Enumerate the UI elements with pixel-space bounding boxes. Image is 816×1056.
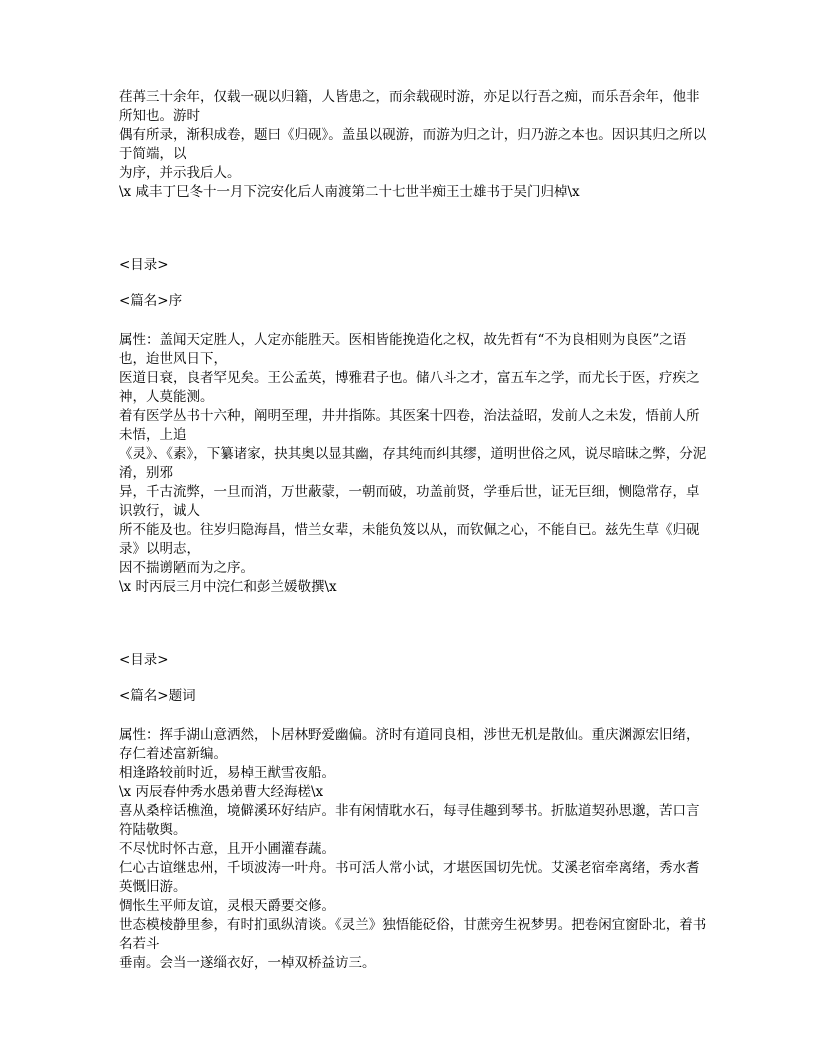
pianming-tag: <篇名>题词 [119, 688, 196, 704]
section-preface [119, 256, 709, 597]
text-line: 所不能及也。往岁归隐海昌，惜兰女辈，未能负笈以从，而钦佩之心，不能自已。兹先生草《归砚录》以明志， [119, 522, 700, 557]
text-line: 垂南。会当一遂缁衣好，一棹双桥益访三。 [119, 955, 376, 971]
document-page [119, 88, 709, 973]
text-line: 偶有所录，渐积成卷，题曰《归砚》。盖虽以砚游，而游为归之计，归乃游之本也。因识其归之所以于简端，以 [119, 127, 707, 162]
mulu-tag: <目录> [119, 652, 169, 668]
text-line: 属性：盖闻天定胜人，人定亦能胜天。医相皆能挽造化之权，故先哲有“不为良相则为良医”之语也，迨世风日下， [119, 332, 687, 367]
text-line: 着有医学丛书十六种，阐明至理，井井指陈。其医案十四卷，治法益昭，发前人之未发，悟前人所未悟，上追 [119, 408, 700, 443]
preface-block [119, 88, 709, 202]
text-line: 相逢路较前时近，易棹王猷雪夜船。 [119, 765, 335, 781]
signature-line: \x 丙辰春仲秀水愚弟曹大经海槎\x [119, 784, 324, 800]
text-line: 属性：挥手湖山意洒然，卜居林野爱幽偏。济时有道同良相，涉世无机是散仙。重庆渊源宏旧绪，存仁着述富新编。 [119, 727, 700, 762]
signature-line: \x 咸丰丁巳冬十一月下浣安化后人南渡第二十七世半痴王士雄书于吴门归棹\x [119, 184, 580, 200]
text-line: 因不揣谫陋而为之序。 [119, 560, 254, 576]
section-body [119, 331, 709, 597]
text-line: 惆怅生平师友谊，灵根天爵要交修。 [119, 898, 335, 914]
text-line: 荏苒三十余年，仅载一砚以归籍，人皆患之，而余载砚时游，亦足以行吾之痴，而乐吾余年，他非所知也。游时 [119, 89, 700, 124]
pianming-tag: <篇名>序 [119, 293, 183, 309]
text-line: 医道日衰，良者罕见矣。王公孟英，博雅君子也。储八斗之才，富五车之学，而尤长于医，疗疾之神，人莫能测。 [119, 370, 700, 405]
signature-line: \x 时丙辰三月中浣仁和彭兰媛敬撰\x [119, 579, 337, 595]
text-line: 喜从桑梓话樵渔，境僻溪环好结庐。非有闲情耽水石，每寻佳趣到琴书。折肱道契孙思邈，苦口言符陆敬舆。 [119, 803, 700, 838]
section-tici [119, 651, 709, 973]
text-line: 世态模棱静里参，有时扪虱纵清谈。《灵兰》独悟能砭俗，甘蔗旁生祝梦男。把卷闲宜窗卧北，着书名若斗 [119, 917, 707, 952]
text-line: 不尽忧时怀古意，且开小圃灌春蔬。 [119, 841, 335, 857]
mulu-tag: <目录> [119, 257, 169, 273]
section-body [119, 726, 709, 973]
text-line: 为序，并示我后人。 [119, 165, 241, 181]
text-line: 异，千古流弊，一旦而消，万世蔽蒙，一朝而破，功盖前贤，学垂后世，证无巨细，恻隐常存，卓识敦行，诚人 [119, 484, 700, 519]
text-line: 《灵》、《素》，下纂诸家，抉其奥以显其幽，存其纯而纠其缪，道明世俗之风，说尽暗昧之弊，分泥淆，别邪 [119, 446, 707, 481]
text-line: 仁心古谊继忠州，千顷波涛一叶舟。书可活人常小试，才堪医国切先忧。艾溪老宿牵离绪，秀水耆英慨旧游。 [119, 860, 700, 895]
